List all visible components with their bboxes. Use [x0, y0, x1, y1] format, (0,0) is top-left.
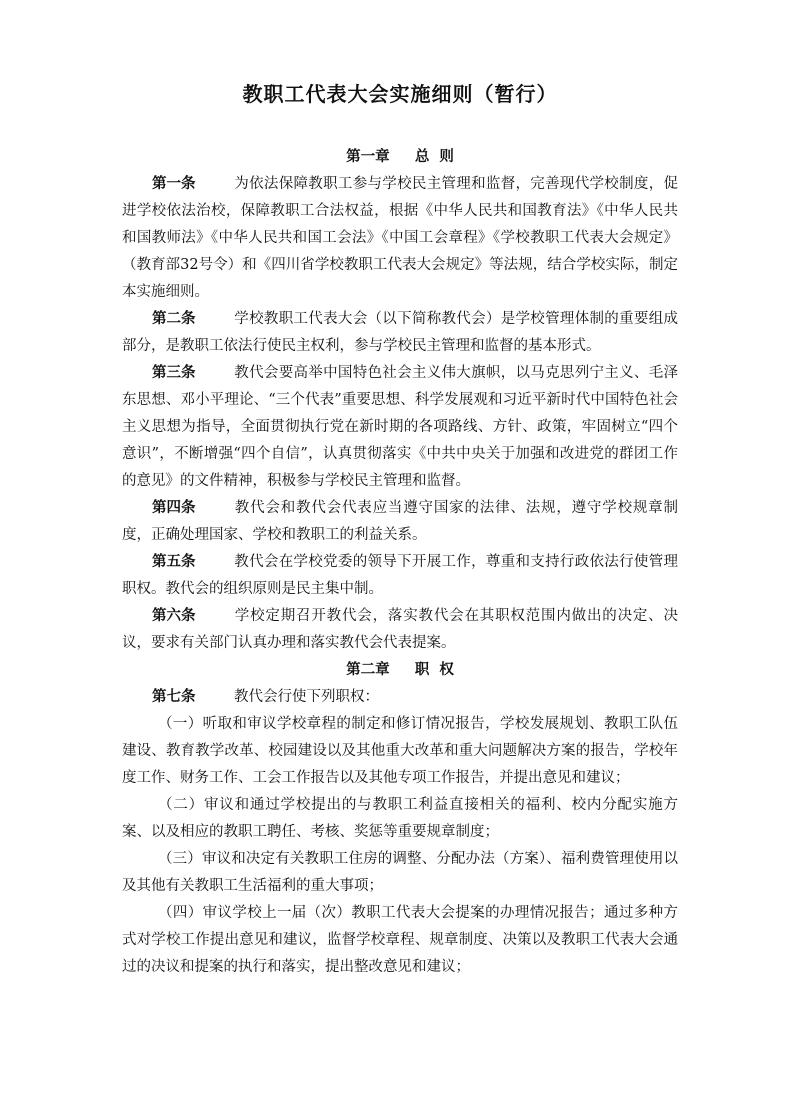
list-item: （一）听取和审议学校章程的制定和修订情况报告，学校发展规划、教职工队伍建设、教育教学改革、校园建设以及其他重大改革和重大问题解决方案的报告，学校年度工作、财务工作、工会工作报告以及其他专项工作报告，并提出意见和建议； [122, 716, 678, 786]
article-text: 为依法保障教职工参与学校民主管理和监督，完善现代学校制度，促进学校依法治校，保障教职工合法权益，根据《中华人民共和国教育法》《中华人民共和国教师法》《中华人民共和国工会法》《中国工会章程》《学校教职工代表大会规定》（教育部32号令）和《四川省学校教职工代表大会规定》等法规，结合学校实际，制定本实施细则。 [122, 176, 678, 300]
article-text: 教代会在学校党委的领导下开展工作，尊重和支持行政依法行使管理职权。教代会的组织原则是民主集中制。 [122, 554, 678, 597]
article-number: 第二条 [152, 311, 196, 327]
list-item: （二）审议和通过学校提出的与教职工利益直接相关的福利、校内分配实施方案、以及相应的教职工聘任、考核、奖惩等重要规章制度； [122, 797, 678, 840]
article-number: 第一条 [152, 176, 196, 192]
article-3 [122, 360, 678, 495]
article-text: 学校定期召开教代会，落实教代会在其职权范围内做出的决定、决议，要求有关部门认真办理和落实教代会代表提案。 [122, 608, 678, 651]
article-number: 第七条 [152, 689, 196, 705]
article-text: 教代会要高举中国特色社会主义伟大旗帜，以马克思列宁主义、毛泽东思想、邓小平理论、“三个代表”重要思想、科学发展观和习近平新时代中国特色社会主义思想为指导，全面贯彻执行党在新时期的各项路线、方针、政策，牢固树立“四个意识”，不断增强“四个自信”，认真贯彻落实《中共中央关于加强和改进党的群团工作的意见》的文件精神，积极参与学校民主管理和监督。 [122, 365, 678, 489]
article-text: 教代会行使下列职权： [234, 689, 379, 705]
chapter-heading: 第二章 职 权 [346, 662, 454, 678]
article-2 [122, 306, 678, 360]
article-5 [122, 549, 678, 603]
article-text: 学校教职工代表大会（以下简称教代会）是学校管理体制的重要组成部分，是教职工依法行使民主权利，参与学校民主管理和监督的基本形式。 [122, 311, 678, 354]
article-4 [122, 495, 678, 549]
article-number: 第三条 [152, 365, 196, 381]
document-title: 教职工代表大会实施细则（暂行） [242, 82, 558, 106]
chapter-heading: 第一章 总 则 [346, 149, 454, 165]
list-item: （三）审议和决定有关教职工住房的调整、分配办法（方案）、福利费管理使用以及其他有关教职工生活福利的重大事项； [122, 851, 678, 894]
article-number: 第五条 [152, 554, 196, 570]
document-body [122, 144, 678, 981]
article-number: 第四条 [152, 500, 196, 516]
article-7 [122, 684, 678, 711]
article-text: 教代会和教代会代表应当遵守国家的法律、法规，遵守学校规章制度，正确处理国家、学校和教职工的利益关系。 [122, 500, 678, 543]
article-number: 第六条 [152, 608, 196, 624]
article-1 [122, 171, 678, 306]
list-item: （四）审议学校上一届（次）教职工代表大会提案的办理情况报告；通过多种方式对学校工作提出意见和建议，监督学校章程、规章制度、决策以及教职工代表大会通过的决议和提案的执行和落实，提出整改意见和建议； [122, 905, 678, 975]
article-6 [122, 603, 678, 657]
